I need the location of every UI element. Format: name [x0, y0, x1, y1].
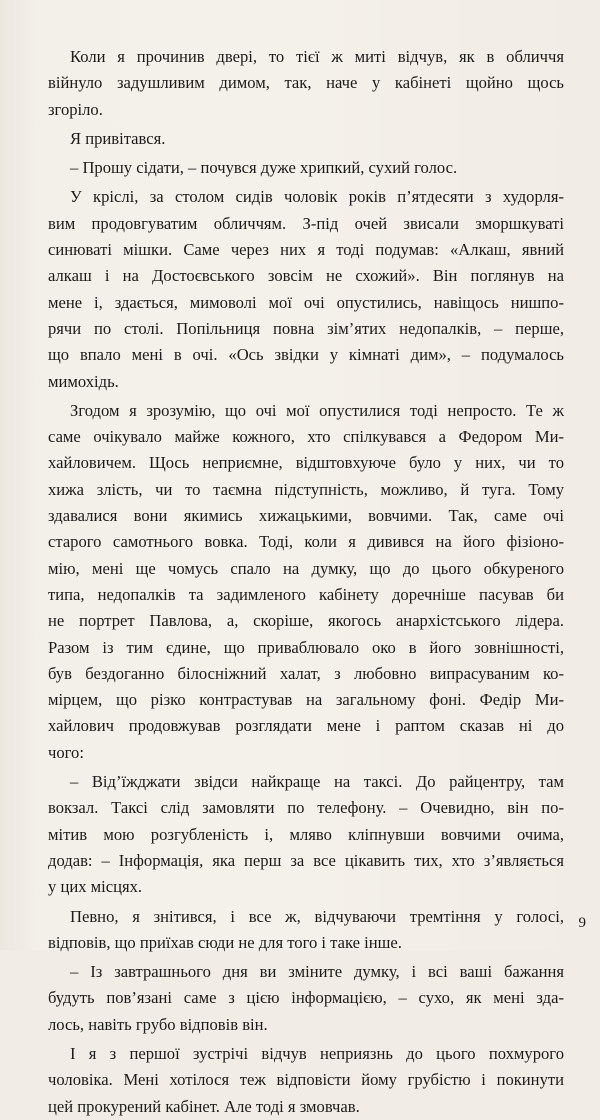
- text-line: хайлович продовжував розглядати мене і раптом сказав ні до: [48, 716, 564, 736]
- text-line: війнуло задушливим димом, так, наче у кабінеті щойно щось: [48, 73, 564, 93]
- text-line: хижа злість, чи то таємна підступність, можливо, й туга. Тому: [48, 479, 564, 499]
- text-line: чоловіка. Мені хотілося теж відповісти йому грубістю і покинути: [48, 1070, 564, 1090]
- text-line: цей прокурений кабінет. Але тоді я змовчав.: [48, 1096, 360, 1116]
- text-line: не портрет Павлова, а, скоріше, якогось анархістського лідера.: [48, 611, 564, 631]
- paragraph: [48, 959, 564, 1038]
- paragraph: [48, 44, 564, 123]
- text-line: Певно, я знітився, і все ж, відчуваючи тремтіння у голосі,: [70, 906, 564, 926]
- text-line: Коли я прочинив двері, то тієї ж миті відчув, як в обличчя: [70, 47, 564, 66]
- text-line: старого самотнього вовка. Тоді, коли я дивився на його фізіоно-: [48, 532, 564, 552]
- text-line: хайловичем. Щось неприємне, відштовхуюче було у них, чи то: [48, 453, 564, 473]
- page-text: [48, 44, 564, 1120]
- text-line: синюваті мішки. Саме через них я тоді подумав: «Алкаш, явний: [48, 240, 564, 260]
- text-line: мене і, здається, мимоволі мої очі опустились, навіщось нишпо-: [48, 292, 564, 312]
- text-line: мію, мені ще чомусь спало на думку, що до цього обкуреного: [48, 558, 564, 578]
- text-line: додав: – Інформація, яка перш за все цікавить тих, хто з’являється: [48, 850, 564, 870]
- paragraph: [48, 398, 564, 766]
- text-line: алкаш і на Достоєвського зовсім не схожий». Він поглянув на: [48, 266, 564, 286]
- text-line: вим продовгуватим обличчям. З-під очей звисали зморшкуваті: [48, 213, 564, 233]
- text-line: відповів, що приїхав сюди не для того і таке інше.: [48, 932, 402, 952]
- text-line: лось, навіть грубо відповів він.: [48, 1014, 268, 1034]
- paragraph: [48, 904, 564, 957]
- text-line: мимохідь.: [48, 371, 119, 391]
- page-number: 9: [578, 915, 586, 931]
- text-line: що впало мені в очі. «Ось звідки у кімнаті дим», – подумалось: [48, 345, 564, 365]
- text-line: рячи по столі. Попільниця повна зім’ятих недопалків, – перше,: [48, 318, 564, 338]
- text-line: – Із завтрашнього дня ви зміните думку, і всі ваші бажання: [70, 962, 564, 982]
- paragraph: [48, 155, 564, 181]
- text-line: Я привітався.: [70, 128, 166, 148]
- text-line: – Від’їжджати звідси найкраще на таксі. До райцентру, там: [70, 772, 564, 792]
- text-line: – Прошу сідати, – почувся дуже хрипкий, сухий голос.: [70, 158, 458, 178]
- text-line: згоріло.: [48, 99, 103, 119]
- paragraph: [48, 1041, 564, 1120]
- paragraph: [48, 126, 564, 152]
- paragraph: [48, 769, 564, 900]
- text-line: був бездоганно білосніжний халат, з любовно випрасуваним ко-: [48, 663, 564, 683]
- text-line: у цих місцях.: [48, 877, 143, 897]
- text-line: типа, недопалків та задимленого кабінету доречніше пасував би: [48, 584, 564, 604]
- text-line: І я з першої зустрічі відчув неприязнь до цього похмурого: [70, 1043, 564, 1063]
- text-line: вокзал. Таксі слід замовляти по телефону. – Очевидно, він по-: [48, 798, 564, 818]
- paragraph: [48, 184, 564, 394]
- text-line: У кріслі, за столом сидів чоловік років п’ятдесяти з худорля-: [70, 187, 564, 207]
- text-line: саме очікувало майже кожного, хто спілкувався а Федором Ми-: [48, 427, 564, 447]
- text-line: мірцем, що різко контрастував на загальному фоні. Федір Ми-: [48, 690, 564, 710]
- text-line: мітив мою розгубленість і, мляво кліпнувши вовчими очима,: [48, 824, 564, 844]
- text-line: Разом із тим єдине, що приваблювало око в його зовнішності,: [48, 637, 564, 657]
- text-line: будуть пов’язані саме з цією інформацією, – сухо, як мені зда-: [48, 988, 564, 1008]
- text-line: чого:: [48, 742, 84, 762]
- text-line: здавалися вони якимись хижацькими, вовчими. Так, саме очі: [48, 506, 564, 526]
- text-line: Згодом я зрозумію, що очі мої опустилися тоді непросто. Те ж: [70, 400, 564, 420]
